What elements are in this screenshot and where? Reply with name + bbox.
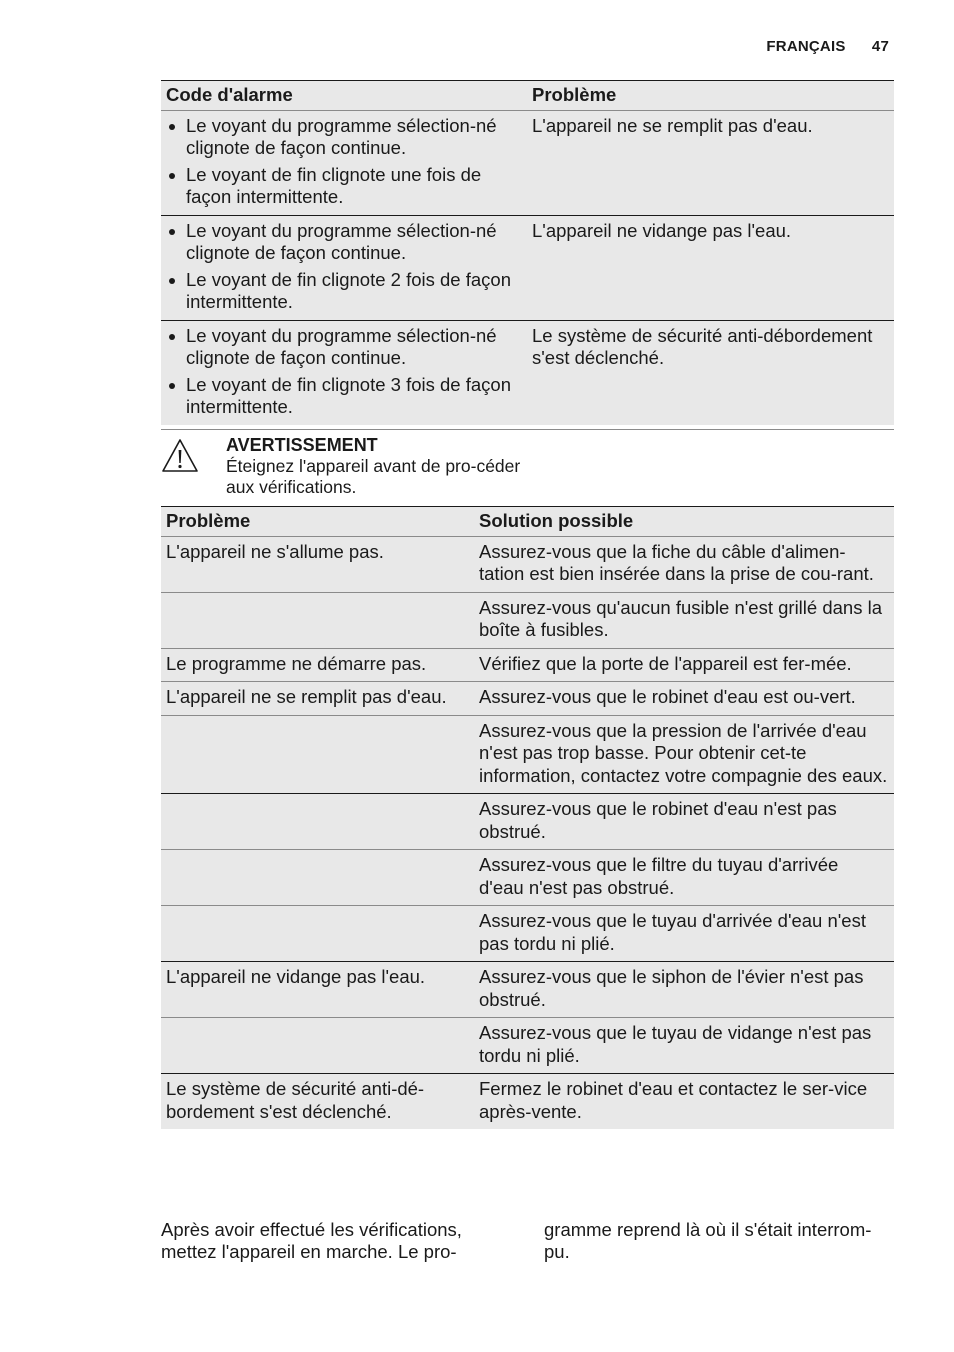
alarm-code-cell (161, 215, 527, 320)
solution-cell: Assurez-vous que la pression de l'arrivée d'eau n'est pas trop basse. Pour obtenir cet-te information, contactez votre compagnie des eaux. (474, 715, 894, 794)
problem-cell: Le programme ne démarre pas. (161, 648, 474, 682)
problem-cell: Le système de sécurité anti-débordement s'est déclenché. (527, 320, 894, 425)
warning-title: AVERTISSEMENT (226, 435, 378, 455)
list-item: Le voyant de fin clignote 3 fois de façon intermittente. (166, 374, 521, 419)
table-row (161, 962, 894, 1018)
solution-cell: Assurez-vous que le siphon de l'évier n'est pas obstrué. (474, 962, 894, 1018)
problem-cell (161, 850, 474, 906)
alarm-code-table (161, 80, 894, 425)
solution-cell: Fermez le robinet d'eau et contactez le ser-vice après-vente. (474, 1074, 894, 1130)
list-item: Le voyant de fin clignote 2 fois de façon intermittente. (166, 269, 521, 314)
solution-cell: Vérifiez que la porte de l'appareil est fer-mée. (474, 648, 894, 682)
footer-text-left: Après avoir effectué les vérifications, mettez l'appareil en marche. Le pro- (161, 1219, 462, 1262)
problem-cell (161, 1018, 474, 1074)
problem-cell: L'appareil ne se remplit pas d'eau. (527, 110, 894, 215)
problem-cell: L'appareil ne se remplit pas d'eau. (161, 682, 474, 716)
solution-cell: Assurez-vous que la fiche du câble d'alimen-tation est bien insérée dans la prise de cou-rant. (474, 536, 894, 592)
table-row (161, 536, 894, 592)
alarm-code-cell (161, 110, 527, 215)
problem-cell (161, 794, 474, 850)
solution-cell: Assurez-vous que le robinet d'eau est ou-vert. (474, 682, 894, 716)
table-row (161, 850, 894, 906)
problem-cell: Le système de sécurité anti-dé-bordement s'est déclenché. (161, 1074, 474, 1130)
alarm-code-header: Code d'alarme (161, 81, 527, 111)
table-row (161, 682, 894, 716)
table-row (161, 1018, 894, 1074)
table-row (161, 215, 894, 320)
alarm-code-cell (161, 320, 527, 425)
solution-cell: Assurez-vous que le filtre du tuyau d'arrivée d'eau n'est pas obstrué. (474, 850, 894, 906)
solution-cell: Assurez-vous que le tuyau d'arrivée d'eau n'est pas tordu ni plié. (474, 906, 894, 962)
solution-cell: Assurez-vous que le robinet d'eau n'est pas obstrué. (474, 794, 894, 850)
warning-text: Éteignez l'appareil avant de pro-céder aux vérifications. (226, 456, 521, 497)
section-label: FRANÇAIS (766, 38, 846, 55)
solution-header: Solution possible (474, 507, 894, 537)
table-row (161, 906, 894, 962)
solution-cell: Assurez-vous qu'aucun fusible n'est grillé dans la boîte à fusibles. (474, 592, 894, 648)
warning-box (161, 429, 894, 507)
solution-cell: Assurez-vous que le tuyau de vidange n'est pas tordu ni plié. (474, 1018, 894, 1074)
problem-cell: L'appareil ne vidange pas l'eau. (527, 215, 894, 320)
solution-table (161, 506, 894, 1129)
problem-header: Problème (161, 507, 474, 537)
warning-triangle-icon (161, 438, 199, 474)
problem-cell: L'appareil ne vidange pas l'eau. (161, 962, 474, 1018)
list-item: Le voyant du programme sélection-né clignote de façon continue. (166, 220, 521, 265)
table-row (161, 592, 894, 648)
table-row (161, 648, 894, 682)
problem-header: Problème (527, 81, 894, 111)
footer-text-right: gramme reprend là où il s'était interrom-pu. (544, 1219, 872, 1262)
problem-cell (161, 715, 474, 794)
table-row (161, 794, 894, 850)
problem-cell (161, 592, 474, 648)
list-item: Le voyant du programme sélection-né clignote de façon continue. (166, 115, 521, 160)
problem-cell (161, 906, 474, 962)
table-row (161, 110, 894, 215)
table-row (161, 1074, 894, 1130)
table-row (161, 715, 894, 794)
page-number: 47 (871, 38, 889, 55)
list-item: Le voyant de fin clignote une fois de façon intermittente. (166, 164, 521, 209)
problem-cell: L'appareil ne s'allume pas. (161, 536, 474, 592)
list-item: Le voyant du programme sélection-né clignote de façon continue. (166, 325, 521, 370)
page-header (766, 38, 889, 55)
table-row (161, 320, 894, 425)
